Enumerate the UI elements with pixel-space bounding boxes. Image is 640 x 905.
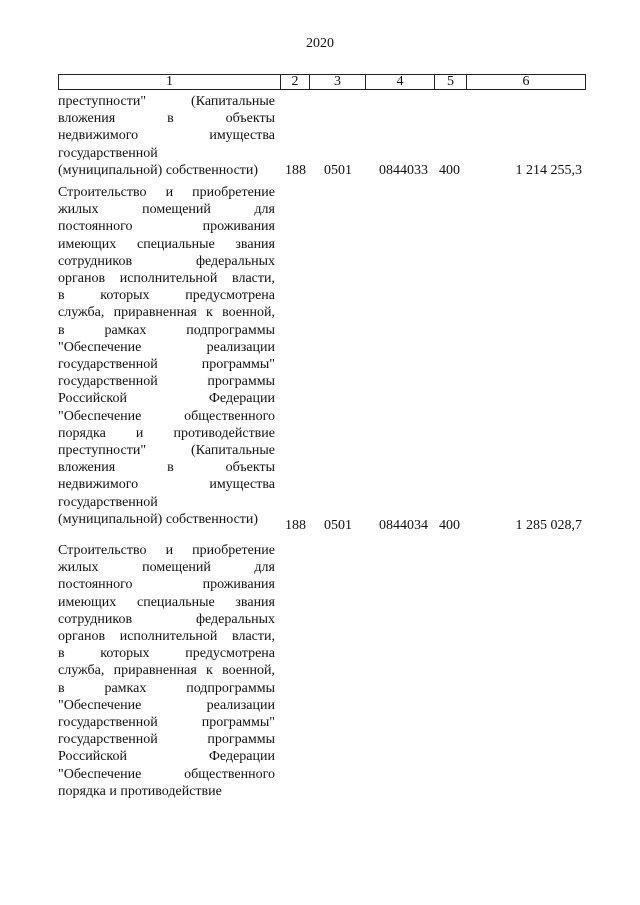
row-0-line-4: (муниципальной) собственности) <box>58 162 259 178</box>
row-0-line-1: вложения в объекты <box>58 111 275 127</box>
row-2-line-14: порядка и противодействие <box>58 783 222 799</box>
row-1-line-9: "Обеспечение реализации <box>58 339 275 355</box>
row-1-line-1: жилых помещений для <box>58 202 275 218</box>
row-0-col-2: 188 <box>285 163 306 178</box>
row-0-description <box>58 93 275 179</box>
row-2-line-10: государственной программы" <box>58 715 275 731</box>
row-1-line-17: недвижимого имущества <box>58 477 275 493</box>
row-1-col-4: 0844034 <box>379 518 428 533</box>
column-header-3: 3 <box>310 75 366 90</box>
row-0-line-2: недвижимого имущества <box>58 128 275 144</box>
row-0-line-0: преступности" (Капитальные <box>58 94 275 109</box>
row-2-line-5: органов исполнительной власти, <box>58 629 275 645</box>
row-1-line-4: сотрудников федеральных <box>58 253 275 269</box>
column-header-5: 5 <box>435 75 467 90</box>
row-2-line-1: жилых помещений для <box>58 560 275 576</box>
row-1-line-6: в которых предусмотрена <box>58 288 275 304</box>
row-1-line-2: постоянного проживания <box>58 219 275 235</box>
row-1-description <box>58 184 275 528</box>
row-1-col-2: 188 <box>285 518 306 533</box>
row-1-line-19: (муниципальной) собственности) <box>58 511 259 527</box>
row-1-col-3: 0501 <box>324 518 352 533</box>
row-0-col-4: 0844033 <box>379 163 428 178</box>
row-1-line-18: государственной <box>58 494 158 510</box>
row-1-line-0: Строительство и приобретение <box>58 185 275 200</box>
column-header-6: 6 <box>467 75 586 90</box>
column-header-table <box>58 74 586 90</box>
row-2-line-9: "Обеспечение реализации <box>58 697 275 713</box>
row-1-line-7: служба, приравненная к военной, <box>58 305 275 321</box>
row-0-col-5: 400 <box>439 163 460 178</box>
page-number: 2020 <box>306 36 334 51</box>
row-1-line-12: Российской Федерации <box>58 391 275 407</box>
row-1-line-15: преступности" (Капитальные <box>58 443 275 459</box>
row-2-line-13: "Обеспечение общественного <box>58 766 275 782</box>
row-1-line-10: государственной программы" <box>58 357 275 373</box>
column-header-1: 1 <box>59 75 281 90</box>
row-1-line-8: в рамках подпрограммы <box>58 322 275 338</box>
row-1-col-6: 1 285 028,7 <box>515 518 582 533</box>
row-1-line-11: государственной программы <box>58 374 275 390</box>
row-2-line-6: в которых предусмотрена <box>58 646 275 662</box>
row-1-line-5: органов исполнительной власти, <box>58 271 275 287</box>
row-2-line-0: Строительство и приобретение <box>58 543 275 558</box>
row-2-line-12: Российской Федерации <box>58 749 275 765</box>
row-1-col-5: 400 <box>439 518 460 533</box>
row-1-line-16: вложения в объекты <box>58 460 275 476</box>
row-1-line-13: "Обеспечение общественного <box>58 408 275 424</box>
column-header-2: 2 <box>281 75 310 90</box>
row-1-line-3: имеющих специальные звания <box>58 236 275 252</box>
row-2-line-3: имеющих специальные звания <box>58 594 275 610</box>
row-2-line-2: постоянного проживания <box>58 577 275 593</box>
row-0-line-3: государственной <box>58 145 158 161</box>
row-2-line-11: государственной программы <box>58 732 275 748</box>
row-0-col-6: 1 214 255,3 <box>515 163 582 178</box>
row-2-description <box>58 542 275 800</box>
row-2-line-7: служба, приравненная к военной, <box>58 663 275 679</box>
column-header-row <box>59 75 586 90</box>
column-header-4: 4 <box>366 75 435 90</box>
row-2-line-8: в рамках подпрограммы <box>58 680 275 696</box>
row-2-line-4: сотрудников федеральных <box>58 611 275 627</box>
row-1-line-14: порядка и противодействие <box>58 425 275 441</box>
row-0-col-3: 0501 <box>324 163 352 178</box>
